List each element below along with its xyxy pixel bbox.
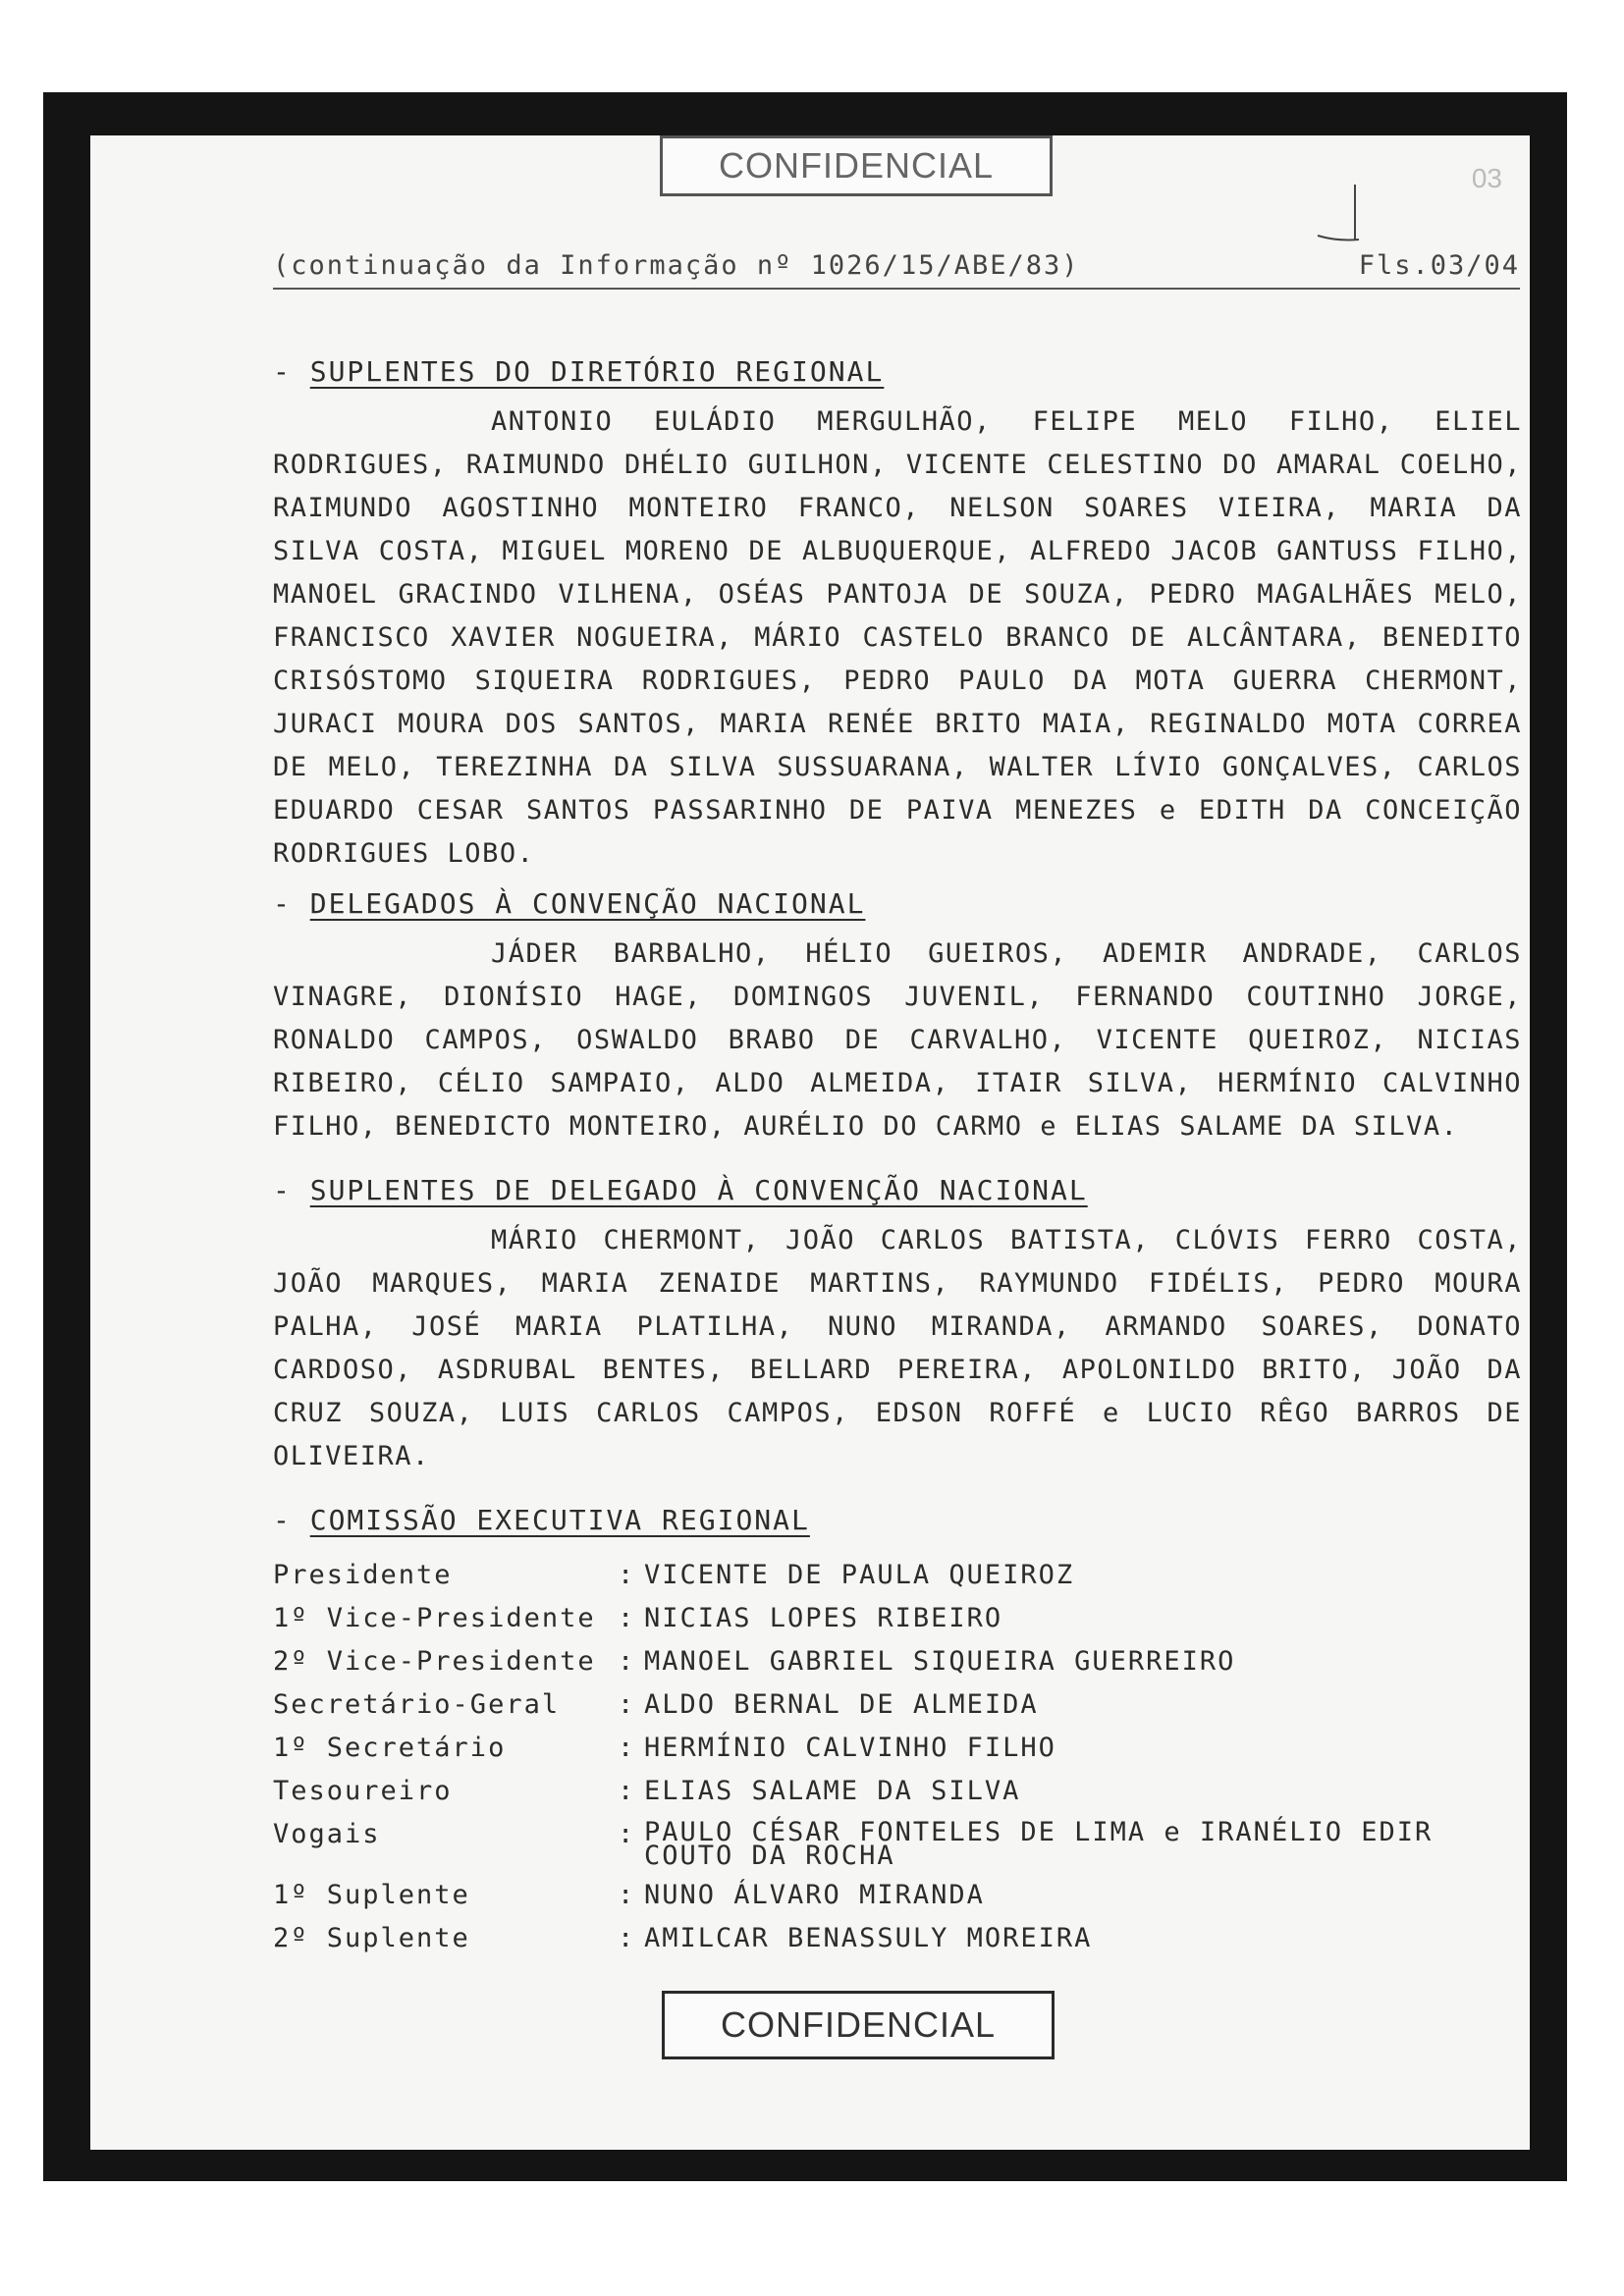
section-heading-suplentes-diretorio: - SUPLENTES DO DIRETÓRIO REGIONAL: [273, 355, 885, 388]
section-heading-suplentes-delegado: - SUPLENTES DE DELEGADO À CONVENÇÃO NACIONAL: [273, 1174, 1088, 1206]
roster-name: NUNO ÁLVARO MIRANDA: [644, 1880, 985, 1910]
section-text-suplentes-delegado: MÁRIO CHERMONT, JOÃO CARLOS BATISTA, CLÓVIS FERRO COSTA, JOÃO MARQUES, MARIA ZENAIDE MARTINS, RAYMUNDO FIDÉLIS, PEDRO MOURA PALHA, JOSÉ MARIA PLATILHA, NUNO MIRANDA, ARMANDO SOARES, DONATO CARDOSO, ASDRUBAL BENTES, BELLARD PEREIRA, APOLONILDO BRITO, JOÃO DA CRUZ SOUZA, LUIS CARLOS CAMPOS, EDSON ROFFÉ e LUCIO RÊGO BARROS DE OLIVEIRA.: [273, 1225, 1522, 1471]
roster-role: 1º Secretário: [273, 1733, 507, 1763]
roster-row: Tesoureiro : ELIAS SALAME DA SILVA: [273, 1770, 1522, 1813]
roster-row: Secretário-Geral : ALDO BERNAL DE ALMEIDA: [273, 1683, 1522, 1727]
document-reference: (continuação da Informação nº 1026/15/ABE/83): [273, 250, 1080, 281]
roster-role: Secretário-Geral: [273, 1689, 561, 1720]
page-number: Fls.03/04: [1358, 250, 1520, 281]
roster-role: Presidente: [273, 1560, 453, 1590]
section-text-delegados: JÁDER BARBALHO, HÉLIO GUEIROS, ADEMIR ANDRADE, CARLOS VINAGRE, DIONÍSIO HAGE, DOMINGOS JUVENIL, FERNANDO COUTINHO JORGE, RONALDO CAMPOS, OSWALDO BRABO DE CARVALHO, VICENTE QUEIROZ, NICIAS RIBEIRO, CÉLIO SAMPAIO, ALDO ALMEIDA, ITAIR SILVA, HERMÍNIO CALVINHO FILHO, BENEDICTO MONTEIRO, AURÉLIO DO CARMO e ELIAS SALAME DA SILVA.: [273, 938, 1522, 1142]
roster-row: 2º Suplente : AMILCAR BENASSULY MOREIRA: [273, 1917, 1522, 1960]
section-heading-delegados: - DELEGADOS À CONVENÇÃO NACIONAL: [273, 887, 866, 920]
roster-row: 1º Vice-Presidente : NICIAS LOPES RIBEIRO: [273, 1597, 1522, 1640]
roster-role: 2º Suplente: [273, 1923, 470, 1953]
roster-name: ALDO BERNAL DE ALMEIDA: [644, 1689, 1039, 1720]
document-header: [273, 250, 1520, 290]
roster-name: NICIAS LOPES RIBEIRO: [644, 1603, 1003, 1633]
roster-name: PAULO CÉSAR FONTELES DE LIMA e IRANÉLIO EDIR COUTO DA ROCHA: [644, 1817, 1434, 1871]
roster-role: 1º Suplente: [273, 1880, 470, 1910]
section-heading-comissao-executiva: - COMISSÃO EXECUTIVA REGIONAL: [273, 1504, 810, 1536]
confidential-stamp-top: CONFIDENCIAL: [660, 135, 1053, 196]
roster-row: Vogais : PAULO CÉSAR FONTELES DE LIMA e IRANÉLIO EDIR COUTO DA ROCHA: [273, 1813, 1522, 1874]
roster-name: ELIAS SALAME DA SILVA: [644, 1776, 1021, 1806]
roster-name: VICENTE DE PAULA QUEIROZ: [644, 1560, 1075, 1590]
corner-page-number: 03: [1471, 163, 1502, 193]
roster-role: 2º Vice-Presidente: [273, 1646, 596, 1677]
roster-name: HERMÍNIO CALVINHO FILHO: [644, 1733, 1056, 1763]
confidential-stamp-bottom: CONFIDENCIAL: [662, 1991, 1055, 2059]
section-text-suplentes-diretorio: ANTONIO EULÁDIO MERGULHÃO, FELIPE MELO FILHO, ELIEL RODRIGUES, RAIMUNDO DHÉLIO GUILHON, VICENTE CELESTINO DO AMARAL COELHO, RAIMUNDO AGOSTINHO MONTEIRO FRANCO, NELSON SOARES VIEIRA, MARIA DA SILVA COSTA, MIGUEL MORENO DE ALBUQUERQUE, ALFREDO JACOB GANTUSS FILHO, MANOEL GRACINDO VILHENA, OSÉAS PANTOJA DE SOUZA, PEDRO MAGALHÃES MELO, FRANCISCO XAVIER NOGUEIRA, MÁRIO CASTELO BRANCO DE ALCÂNTARA, BENEDITO CRISÓSTOMO SIQUEIRA RODRIGUES, PEDRO PAULO DA MOTA GUERRA CHERMONT, JURACI MOURA DOS SANTOS, MARIA RENÉE BRITO MAIA, REGINALDO MOTA CORREA DE MELO, TEREZINHA DA SILVA SUSSUARANA, WALTER LÍVIO GONÇALVES, CARLOS EDUARDO CESAR SANTOS PASSARINHO DE PAIVA MENEZES e EDITH DA CONCEIÇÃO RODRIGUES LOBO.: [273, 406, 1522, 869]
executive-roster: [273, 1554, 1522, 1960]
roster-role: Tesoureiro: [273, 1776, 453, 1806]
roster-name: MANOEL GABRIEL SIQUEIRA GUERREIRO: [644, 1646, 1236, 1677]
roster-row: 1º Secretário : HERMÍNIO CALVINHO FILHO: [273, 1727, 1522, 1770]
document-page: [90, 135, 1530, 2150]
roster-role: 1º Vice-Presidente: [273, 1603, 596, 1633]
roster-row: 1º Suplente : NUNO ÁLVARO MIRANDA: [273, 1874, 1522, 1917]
roster-role: Vogais: [273, 1819, 381, 1849]
roster-name: AMILCAR BENASSULY MOREIRA: [644, 1923, 1093, 1953]
roster-row: Presidente : VICENTE DE PAULA QUEIROZ: [273, 1554, 1522, 1597]
handwritten-mark-icon: [1308, 181, 1377, 259]
roster-row: 2º Vice-Presidente : MANOEL GABRIEL SIQUEIRA GUERREIRO: [273, 1640, 1522, 1683]
